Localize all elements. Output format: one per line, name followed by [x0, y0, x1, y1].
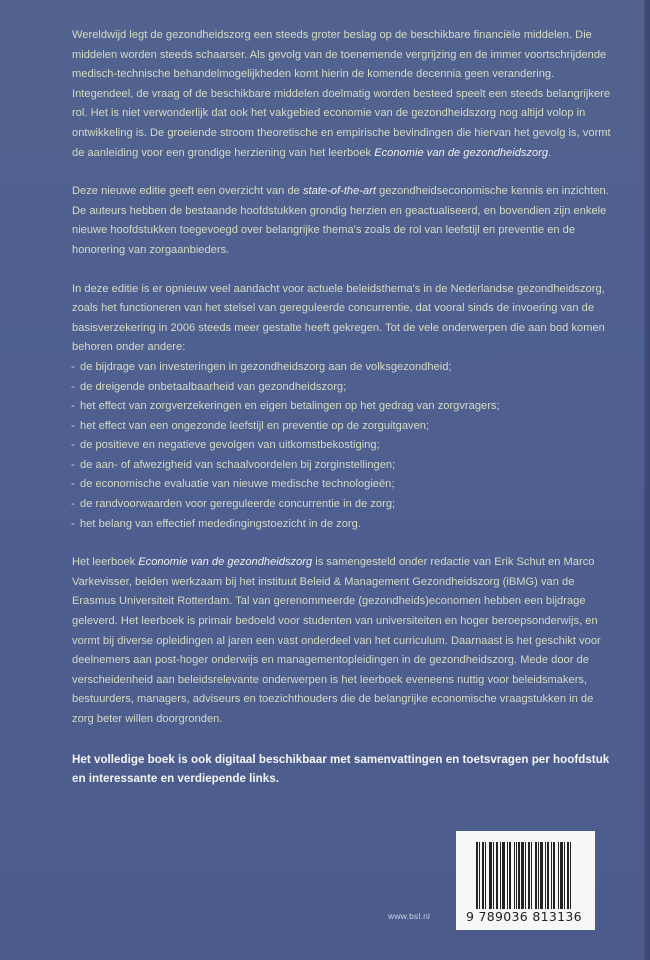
isbn-number: 9 789036 813136	[464, 909, 594, 924]
editors-text-after: is samengesteld onder redactie van Erik Schut en Marco Varkevisser, beiden werkzaam bij het instituut Beleid & Management Gezondheidszorg (iBMG) van de Erasmus Universiteit Rotterdam. Tal van gerenommeerde (gezondheids)economen hebben een bijdrage geleverd. Het leerboek is primair bedoeld voor studenten van universiteiten en hoger beroepsonderwijs, en vormt bij diverse opleidingen al jaren een vast onderdeel van het curriculum. Daarnaast is het geschikt voor deelnemers aan post-hoger onderwijs en managementopleidingen in de gezondheidszorg. Mede door de verscheidenheid aan beleidsrelevante onderwerpen is het leerboek eveneens nuttig voor beleidsmakers, bestuurders, managers, adviseurs en toezichthouders die de belangrijke economische vraagstukken in de zorg beter willen doorgronden.	[72, 556, 601, 725]
publisher-website: www.bsl.nl	[388, 911, 431, 921]
topic-item: - het effect van een ongezonde leefstijl en preventie op de zorguitgaven;	[72, 417, 612, 437]
back-cover-blurb	[72, 26, 612, 808]
isbn-barcode	[456, 831, 595, 930]
topic-item: - de aan- of afwezigheid van schaalvoordelen bij zorginstellingen;	[72, 456, 612, 476]
topic-item: - de bijdrage van investeringen in gezondheidszorg aan de volksgezondheid;	[72, 358, 612, 378]
state-of-the-art-italic: state-of-the-art	[302, 185, 377, 198]
barcode-bars	[476, 842, 578, 914]
intro-paragraph	[72, 26, 612, 163]
topic-item: - de positieve en negatieve gevolgen van uitkomstbekostiging;	[72, 436, 612, 456]
topic-item: - de economische evaluatie van nieuwe medische technologieën;	[72, 475, 612, 495]
topic-item: - het effect van zorgverzekeringen en eigen betalingen op het gedrag van zorgvragers;	[72, 397, 612, 417]
topics-list	[72, 358, 612, 534]
topic-item: - het belang van effectief mededingingstoezicht in de zorg.	[72, 515, 612, 535]
edition-text-after: gezondheidseconomische kennis en inzichten. De auteurs hebben de bestaande hoofdstukken grondig herzien en geactualiseerd, en bovendien zijn enkele nieuwe hoofdstukken toegevoegd over belangrijke thema's zoals de rol van leefstijl en preventie en de honorering van zorgaanbieders.	[72, 185, 609, 256]
intro-text: Wereldwijd legt de gezondheidszorg een steeds groter beslag op de beschikbare financiële middelen. Die middelen worden steeds schaarser. Als gevolg van de toenemende vergrijzing en de immer voortschrijdende medisch-technische behandelmogelijkheden komt hierin de komende decennia geen verandering. Integendeel, de vraag of de beschikbare middelen doelmatig worden besteed speelt een steeds belangrijkere rol. Het is niet verwonderlijk dat ook het vakgebied economie van de gezondheidszorg nog altijd volop in ontwikkeling is. De groeiende stroom theoretische en empirische bevindingen die hiervan het gevolg is, vormt de aanleiding voor een grondige herziening van het leerboek	[72, 29, 611, 159]
spine-edge	[644, 0, 650, 960]
digital-availability-note: Het volledige boek is ook digitaal beschikbaar met samenvattingen en toetsvragen per hoofdstuk en interessante en verdiepende links.	[72, 752, 610, 786]
topic-item: - de randvoorwaarden voor gereguleerde concurrentie in de zorg;	[72, 495, 612, 515]
topic-item: - de dreigende onbetaalbaarheid van gezondheidszorg;	[72, 378, 612, 398]
policy-themes-paragraph: In deze editie is er opnieuw veel aandacht voor actuele beleidsthema's in de Nederlandse gezondheidszorg, zoals het functioneren van het stelsel van gereguleerde concurrentie, dat vooral sinds de invoering van de basisverzekering in 2006 steeds meer gestalte heeft gekregen. Tot de vele onderwerpen die aan bod komen behoren onder andere:	[72, 282, 605, 354]
edition-paragraph	[72, 182, 612, 260]
intro-end: .	[548, 146, 552, 159]
editors-text-before: Het leerboek	[72, 556, 139, 569]
book-title-italic: Economie van de gezondheidszorg	[374, 146, 549, 159]
book-title-italic: Economie van de gezondheidszorg	[138, 556, 313, 569]
editors-paragraph	[72, 553, 612, 729]
edition-text-before: Deze nieuwe editie geeft een overzicht van de	[72, 185, 303, 198]
